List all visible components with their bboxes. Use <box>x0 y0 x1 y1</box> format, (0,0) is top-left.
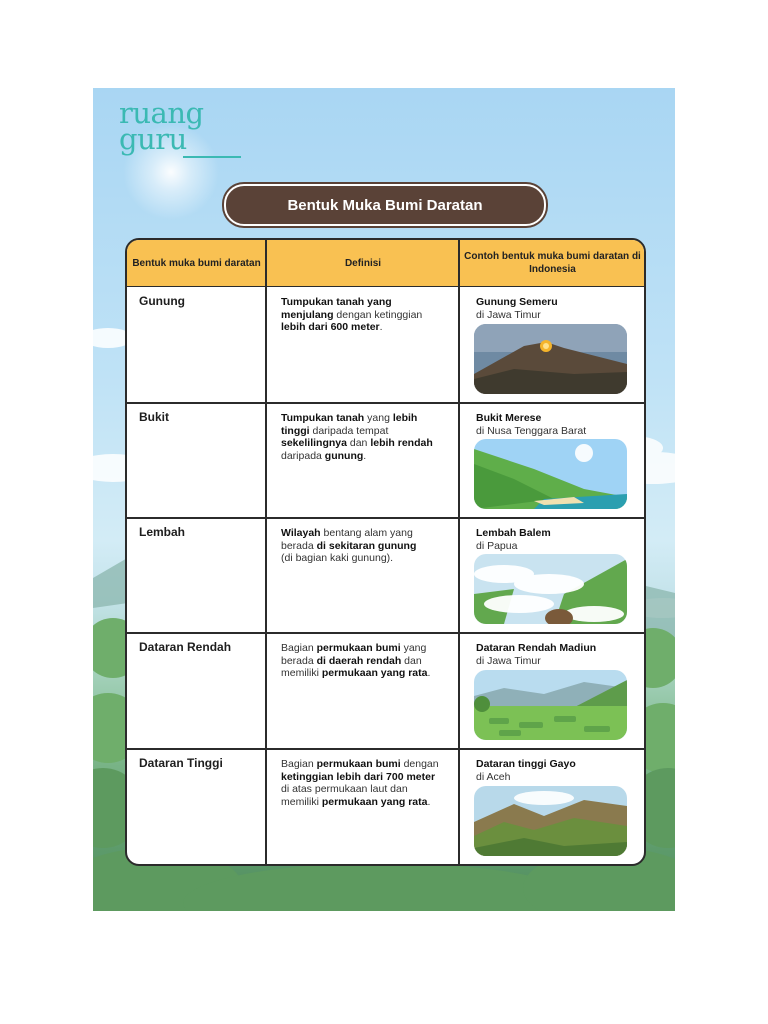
definition-text: permukaan yang rata <box>321 667 428 679</box>
poster <box>93 88 675 911</box>
definition-text: Bagian <box>281 758 317 770</box>
definition-text: di sekitaran gunung <box>316 539 417 552</box>
definition-text: daripada tempat <box>309 424 389 437</box>
definition-text: Wilayah <box>281 527 321 539</box>
definition-text: yang berada <box>281 642 427 667</box>
definition-text: sekelilingnya <box>281 437 347 449</box>
example-name: Gunung Semeru <box>476 296 558 308</box>
row-name-bukit: Bukit <box>139 410 169 424</box>
row-definition <box>281 758 441 808</box>
definition-text: . <box>427 795 431 808</box>
example-location: di Jawa Timur <box>476 309 541 321</box>
row-definition <box>281 412 441 462</box>
example-name: Bukit Merese <box>476 412 542 424</box>
definition-text: . <box>379 321 383 333</box>
hill-illustration-image <box>474 439 627 509</box>
definition-text: dengan ketinggian <box>333 308 423 321</box>
lowland-illustration-image <box>474 670 627 740</box>
definition-text: permukaan bumi <box>316 642 401 654</box>
row-divider <box>127 402 644 404</box>
example-name: Dataran tinggi Gayo <box>476 758 576 770</box>
definition-text: dan <box>346 437 371 449</box>
definition-text: dengan <box>400 758 439 770</box>
logo-line1: ruang <box>119 96 204 130</box>
definition-text: gunung <box>324 449 364 462</box>
row-name-dataran-tinggi: Dataran Tinggi <box>139 756 223 770</box>
highland-illustration-image <box>474 786 627 856</box>
row-definition <box>281 642 441 680</box>
definition-text: . <box>363 449 367 462</box>
row-divider <box>127 632 644 634</box>
row-divider <box>127 517 644 519</box>
example-location: di Papua <box>476 540 518 552</box>
header-definition: Definisi <box>344 257 382 269</box>
example-name: Dataran Rendah Madiun <box>476 642 597 654</box>
row-definition <box>281 527 441 565</box>
definition-text: Tumpukan tanah yang menjulang <box>281 296 392 321</box>
header-landform: Bentuk muka bumi daratan <box>132 257 261 269</box>
definition-text: permukaan yang rata <box>321 795 428 808</box>
row-name-gunung: Gunung <box>139 294 185 308</box>
mountain-illustration-image <box>474 324 627 394</box>
example-location: di Aceh <box>476 771 511 783</box>
column-divider <box>265 240 267 864</box>
ruangguru-logo <box>119 96 204 156</box>
example-location: di Nusa Tenggara Barat <box>476 425 587 437</box>
definition-text: Bagian <box>281 642 317 654</box>
definition-text: (di bagian kaki gunung). <box>281 552 394 564</box>
definition-text: lebih dari 600 meter <box>281 321 380 333</box>
definition-text: dan memiliki <box>281 654 422 679</box>
landform-table <box>125 238 646 866</box>
definition-text: Tumpukan tanah <box>281 412 365 424</box>
definition-text: ketinggian lebih dari 700 meter <box>281 770 436 783</box>
page-title: Bentuk Muka Bumi Daratan <box>224 184 546 226</box>
definition-text: lebih tinggi <box>281 412 418 437</box>
row-name-lembah: Lembah <box>139 525 186 539</box>
definition-text: permukaan bumi <box>316 758 401 770</box>
example-name: Lembah Balem <box>476 527 551 539</box>
definition-text: . <box>427 667 431 679</box>
definition-text: daripada <box>281 449 325 462</box>
row-divider <box>127 748 644 750</box>
example-location: di Jawa Timur <box>476 655 541 667</box>
definition-text: di atas permukaan laut dan memiliki <box>281 783 408 808</box>
row-definition <box>281 296 441 334</box>
definition-text: di daerah rendah <box>316 654 402 667</box>
definition-text: bentang alam yang berada <box>281 527 413 552</box>
definition-text: yang <box>364 412 393 424</box>
column-divider <box>458 240 460 864</box>
row-name-dataran-rendah: Dataran Rendah <box>139 640 232 654</box>
logo-underline <box>183 156 241 158</box>
header-example: Contoh bentuk muka bumi daratan di Indonesia <box>464 251 641 275</box>
definition-text: lebih rendah <box>370 437 433 449</box>
logo-line2: guru <box>119 122 187 156</box>
valley-illustration-image <box>474 554 627 624</box>
